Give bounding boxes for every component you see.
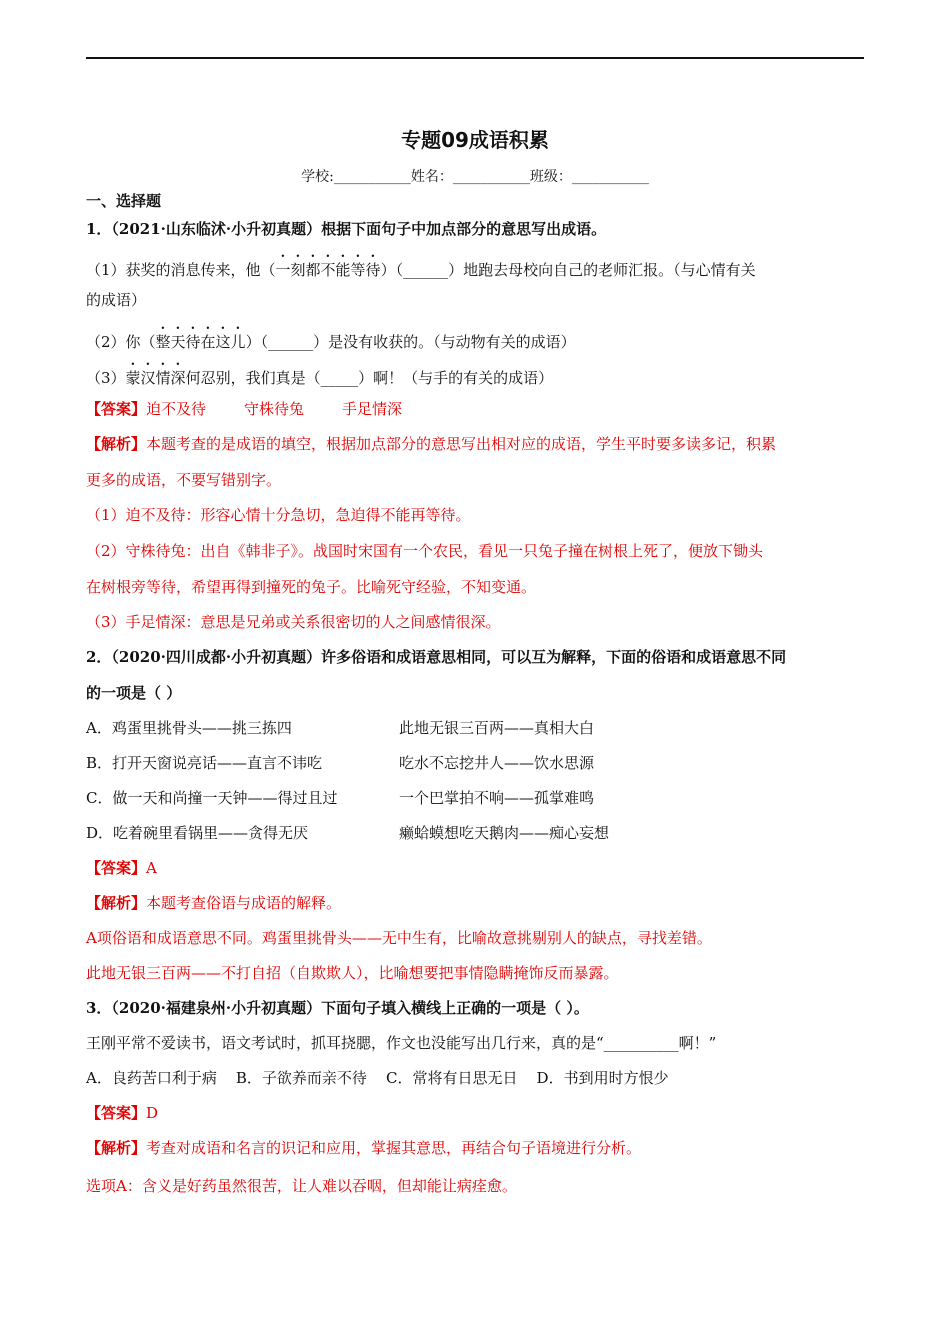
q1-analysis-text-1: 本题考查的是成语的填空，根据加点部分的意思写出相对应的成语，学生平时要多读多记，积累 bbox=[146, 435, 777, 453]
question-1-sentence-2 bbox=[86, 324, 576, 352]
question-2-analysis-1 bbox=[86, 892, 341, 913]
q1-answer-3: 手足情深 bbox=[342, 400, 403, 418]
q3-analysis-text-1: 考查对成语和名言的识记和应用，掌握其意思，再结合句子语境进行分析。 bbox=[146, 1139, 642, 1157]
question-3-options: A．良药苦口利于病 B．子欲养而亲不待 C．常将有日思无日 D．书到用时方恨少 bbox=[86, 1069, 669, 1087]
analysis-tag: 【解析】 bbox=[86, 894, 147, 912]
option-label: D． bbox=[86, 824, 114, 842]
q1-s1-pre: （1）获奖的消息传来，他（ bbox=[86, 261, 276, 279]
question-2-option-b bbox=[86, 752, 864, 773]
header-rule bbox=[86, 57, 864, 59]
q1-s3-pre: （3） bbox=[86, 369, 126, 387]
analysis-tag: 【解析】 bbox=[86, 435, 147, 453]
option-text-left: 鸡蛋里挑骨头——挑三拣四 bbox=[111, 719, 292, 737]
question-2-analysis-2: A项俗语和成语意思不同。鸡蛋里挑骨头——无中生有，比喻故意挑剔别人的缺点，寻找差错。 bbox=[86, 929, 712, 947]
question-1-analysis-5: 在树根旁等待，希望再得到撞死的兔子。比喻死守经验，不知变通。 bbox=[86, 578, 537, 596]
q1-s3-dotted: 蒙汉情深 bbox=[125, 369, 186, 387]
option-label: A． bbox=[86, 719, 112, 737]
option-label: B． bbox=[86, 754, 113, 772]
option-text-right: 此地无银三百两——真相大白 bbox=[399, 719, 595, 737]
question-3-stem: 3．（2020·福建泉州·小升初真题）下面句子填入横线上正确的一项是（ ）。 bbox=[86, 999, 589, 1017]
option-text-left: 做一天和尚撞一天钟——得过且过 bbox=[112, 789, 338, 807]
option-text-left: 吃着碗里看锅里——贪得无厌 bbox=[113, 824, 309, 842]
question-1-sentence-3 bbox=[86, 360, 553, 388]
q1-answer-2: 守株待兔 bbox=[244, 400, 305, 418]
analysis-tag: 【解析】 bbox=[86, 1139, 147, 1157]
answer-tag: 【答案】 bbox=[86, 859, 147, 877]
section-heading: 一、选择题 bbox=[86, 192, 162, 210]
question-2-option-c bbox=[86, 787, 864, 808]
option-text-right: 一个巴掌拍不响——孤掌难鸣 bbox=[399, 789, 595, 807]
question-1-stem: 1．（2021·山东临沭·小升初真题）根据下面句子中加点部分的意思写出成语。 bbox=[86, 220, 607, 238]
question-1-analysis-6: （3）手足情深：意思是兄弟或关系很密切的人之间感情很深。 bbox=[86, 613, 501, 631]
option-text-left: 打开天窗说亮话——直言不讳吃 bbox=[112, 754, 323, 772]
question-2-stem-2: 的一项是（ ） bbox=[86, 684, 182, 702]
question-2-option-a bbox=[86, 717, 864, 738]
question-1-analysis-3: （1）迫不及待：形容心情十分急切，急迫得不能再等待。 bbox=[86, 506, 471, 524]
q1-s1-dotted: 一刻都不能等待 bbox=[275, 261, 381, 279]
question-1-sentence-1-cont: 的成语） bbox=[86, 291, 147, 309]
question-3-sentence: 王刚平常不爱读书，语文考试时，抓耳挠腮，作文也没能写出几行来，真的是“__________啊！” bbox=[86, 1034, 717, 1052]
student-info-line: 学校:___________姓名：___________班级：___________ bbox=[301, 169, 649, 185]
page-title: 专题09成语积累 bbox=[401, 128, 549, 152]
option-text-right: 癞蛤蟆想吃天鹅肉——痴心妄想 bbox=[399, 824, 610, 842]
q2-answer: A bbox=[146, 859, 157, 877]
question-1-analysis-2: 更多的成语，不要写错别字。 bbox=[86, 471, 282, 489]
question-1-analysis-1 bbox=[86, 433, 776, 454]
q2-analysis-text-1: 本题考查俗语与成语的解释。 bbox=[146, 894, 342, 912]
question-3-answer bbox=[86, 1102, 158, 1123]
q1-s2-post: ）（______）是没有收获的。（与动物有关的成语） bbox=[245, 333, 576, 351]
q1-answer-1: 迫不及待 bbox=[146, 400, 207, 418]
q3-answer: D bbox=[146, 1104, 159, 1122]
question-2-option-d bbox=[86, 822, 864, 843]
q1-s1-post: ）（______）地跑去母校向自己的老师汇报。（与心情有关 bbox=[380, 261, 756, 279]
question-1-analysis-4: （2）守株待兔：出自《韩非子》。战国时宋国有一个农民，看见一只兔子撞在树根上死了，便放下锄头 bbox=[86, 542, 764, 560]
answer-tag: 【答案】 bbox=[86, 1104, 147, 1122]
question-2-stem-1: 2．（2020·四川成都·小升初真题）许多俗语和成语意思相同，可以互为解释，下面的俗语和成语意思不同 bbox=[86, 648, 787, 666]
option-text-right: 吃水不忘挖井人——饮水思源 bbox=[399, 754, 595, 772]
option-label: C． bbox=[86, 789, 113, 807]
q1-s3-post: 何忍别，我们真是（_____）啊！（与手的有关的成语） bbox=[185, 369, 554, 387]
answer-tag: 【答案】 bbox=[86, 400, 147, 418]
question-1-sentence-1 bbox=[86, 252, 756, 280]
question-2-analysis-3: 此地无银三百两——不打自招（自欺欺人），比喻想要把事情隐瞒掩饰反而暴露。 bbox=[86, 964, 619, 982]
q1-s2-pre: （2）你（ bbox=[86, 333, 156, 351]
question-2-answer bbox=[86, 857, 157, 878]
question-3-analysis-2: 选项A：含义是好药虽然很苦，让人难以吞咽，但却能让病痊愈。 bbox=[86, 1177, 517, 1195]
q1-s2-dotted: 整天待在这儿 bbox=[155, 333, 246, 351]
question-3-analysis-1 bbox=[86, 1137, 641, 1158]
question-1-answer bbox=[86, 398, 402, 419]
